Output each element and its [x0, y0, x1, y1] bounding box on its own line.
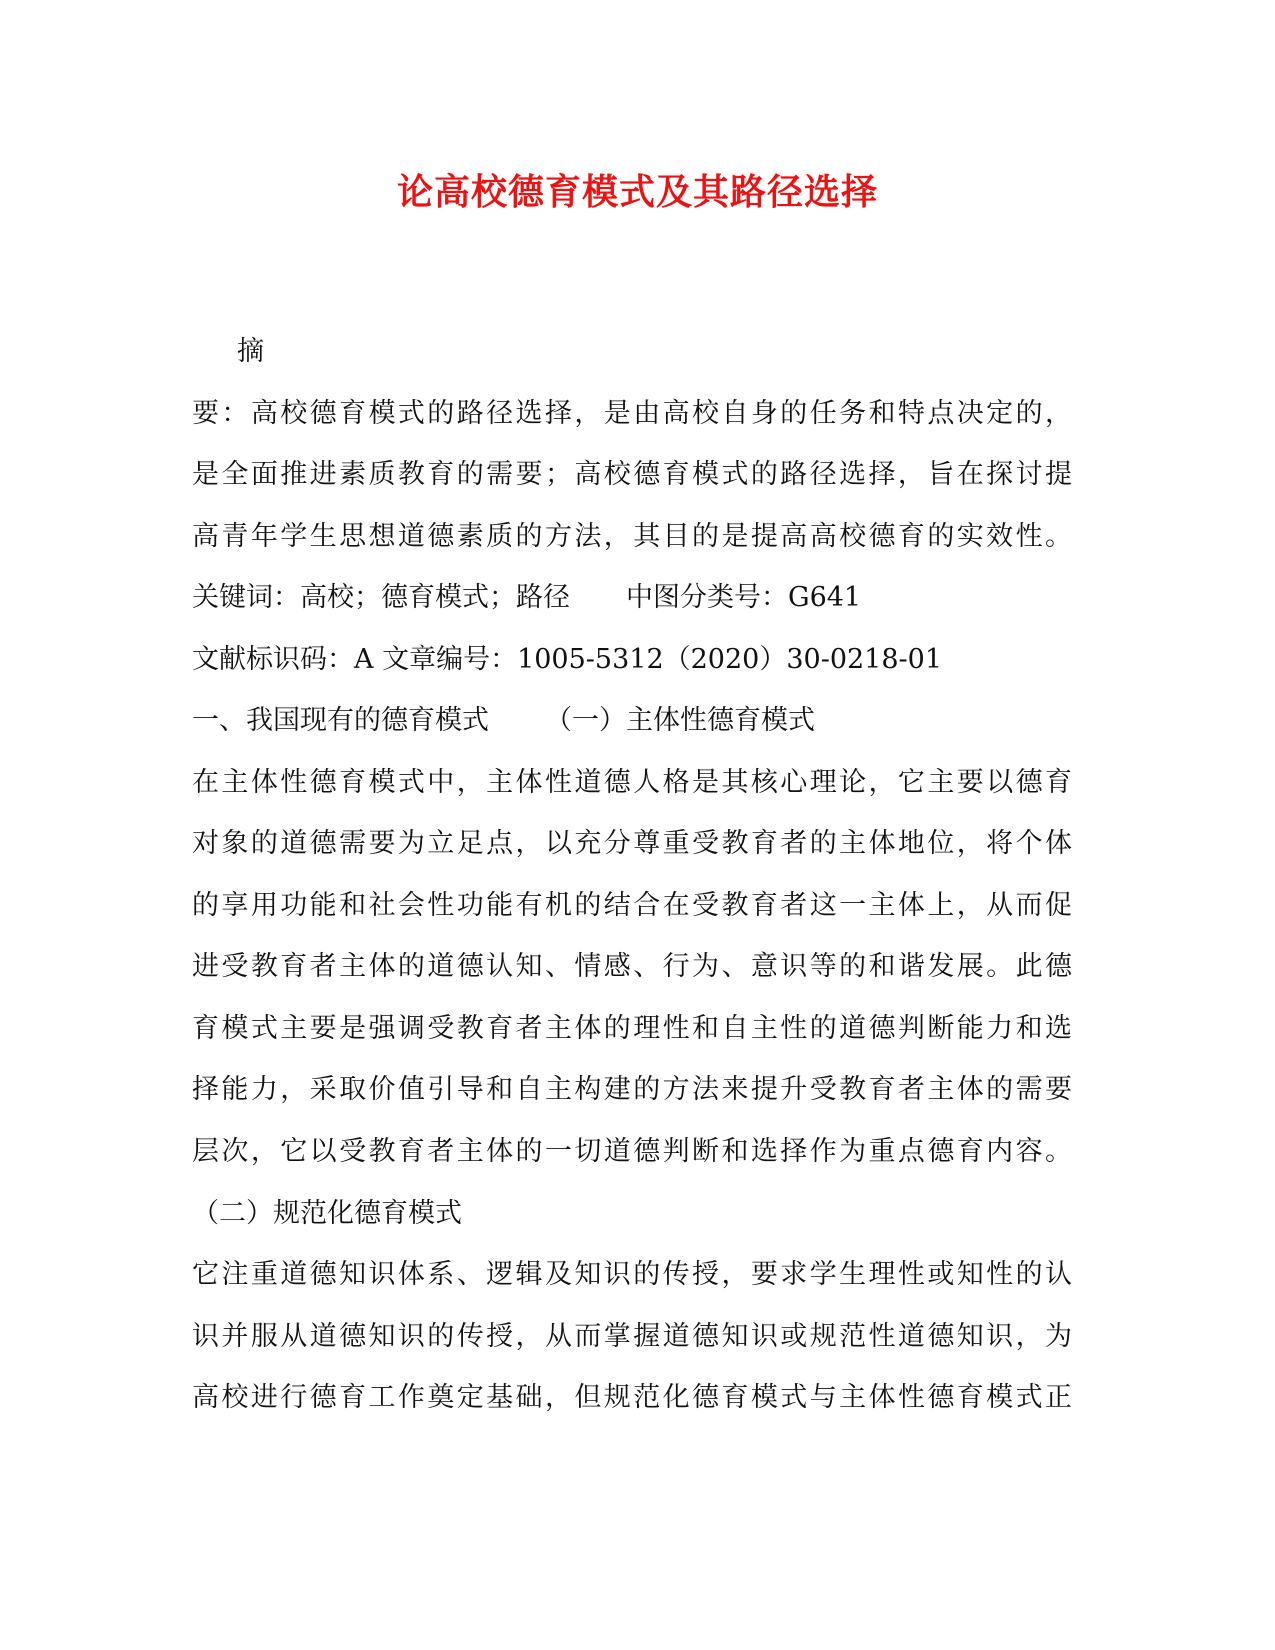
para2-line-3: 高校进行德育工作奠定基础，但规范化德育模式与主体性德育模式正 [192, 1382, 1072, 1413]
para1-line-2: 对象的道德需要为立足点，以充分尊重受教育者的主体地位，将个体 [192, 828, 1072, 859]
abstract-head: 摘 [237, 336, 264, 367]
document-code: 文献标识码：A 文章编号：1005-5312（2020）30-0218-01 [192, 644, 943, 675]
abstract-line-1: 要：高校德育模式的路径选择，是由高校自身的任务和特点决定的， [192, 398, 1072, 429]
para1-line-5: 育模式主要是强调受教育者主体的理性和自主性的道德判断能力和选 [192, 1013, 1072, 1044]
section-1-line [192, 703, 1072, 739]
keywords-line [192, 580, 1072, 616]
para1-line-6: 择能力，采取价值引导和自主构建的方法来提升受教育者主体的需要 [192, 1074, 1072, 1105]
para1-line-3: 的享用功能和社会性功能有机的结合在受教育者这一主体上，从而促 [192, 890, 1072, 921]
para1-line-1: 在主体性德育模式中，主体性道德人格是其核心理论，它主要以德育 [192, 767, 1072, 798]
para1-line-7: 层次，它以受教育者主体的一切道德判断和选择作为重点德育内容。 [192, 1136, 1072, 1167]
keywords: 关键词：高校；德育模式；路径 [192, 582, 570, 613]
subsection-1-heading: （一）主体性德育模式 [545, 705, 815, 736]
para1-line-4: 进受教育者主体的道德认知、情感、行为、意识等的和谐发展。此德 [192, 951, 1072, 982]
classification-number: 中图分类号：G641 [626, 582, 862, 613]
abstract-line-3: 高青年学生思想道德素质的方法，其目的是提高高校德育的实效性。 [192, 521, 1072, 552]
para2-line-1: 它注重道德知识体系、逻辑及知识的传授，要求学生理性或知性的认 [192, 1259, 1072, 1290]
section-1-heading: 一、我国现有的德育模式 [192, 705, 489, 736]
section-2-heading: （二）规范化德育模式 [192, 1198, 462, 1229]
abstract-line-2: 是全面推进素质教育的需要；高校德育模式的路径选择，旨在探讨提 [192, 459, 1072, 490]
para2-line-2: 识并服从道德知识的传授，从而掌握道德知识或规范性道德知识，为 [192, 1321, 1072, 1352]
document-title: 论高校德育模式及其路径选择 [396, 171, 878, 213]
